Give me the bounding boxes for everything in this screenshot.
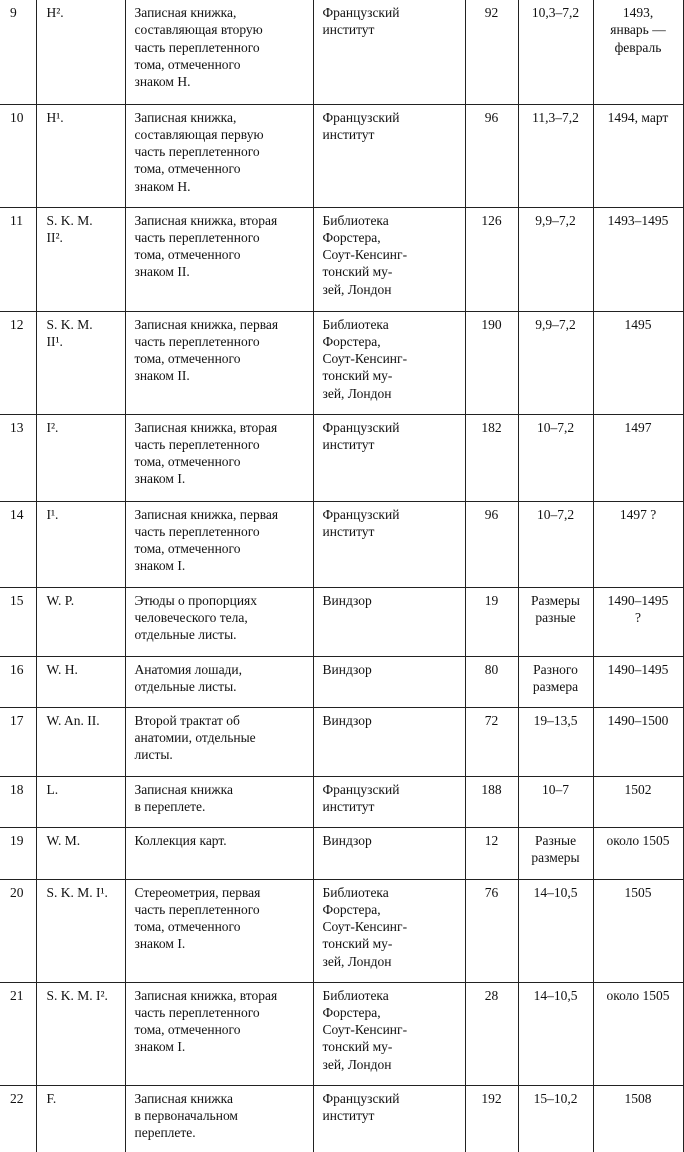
size-cell: 10–7 — [518, 776, 593, 827]
manuscript-code-cell: I². — [36, 414, 125, 501]
pages-cell: 76 — [465, 879, 518, 982]
table-row — [0, 707, 683, 776]
table-row — [0, 311, 683, 414]
manuscript-code-cell: H². — [36, 0, 125, 104]
size-cell: 10,3–7,2 — [518, 0, 593, 104]
description-cell: Записная книжка, вторая часть переплетенного тома, отмеченного знаком I. — [125, 414, 313, 501]
description-cell: Стереометрия, первая часть переплетенного тома, отмеченного знаком I. — [125, 879, 313, 982]
table-row — [0, 104, 683, 207]
location-cell: Виндзор — [313, 587, 465, 656]
table-row — [0, 501, 683, 587]
size-cell: Разного размера — [518, 656, 593, 707]
description-cell: Записная книжка, первая часть переплетенного тома, отмеченного знаком II. — [125, 311, 313, 414]
size-cell: Разные размеры — [518, 827, 593, 879]
manuscript-code-cell: W. H. — [36, 656, 125, 707]
pages-cell: 96 — [465, 104, 518, 207]
table-row — [0, 982, 683, 1085]
description-cell: Записная книжка, составляющая вторую часть переплетенного тома, отмеченного знаком H. — [125, 0, 313, 104]
date-cell: 1495 — [593, 311, 683, 414]
location-cell: Виндзор — [313, 707, 465, 776]
pages-cell: 72 — [465, 707, 518, 776]
row-number-cell: 9 — [0, 0, 36, 104]
date-cell: 1493–1495 — [593, 207, 683, 311]
table-row — [0, 656, 683, 707]
manuscript-code-cell: S. K. M. II¹. — [36, 311, 125, 414]
date-cell: 1508 — [593, 1085, 683, 1152]
date-cell: 1494, март — [593, 104, 683, 207]
manuscript-code-cell: W. P. — [36, 587, 125, 656]
location-cell: Французский институт — [313, 501, 465, 587]
pages-cell: 19 — [465, 587, 518, 656]
date-cell: 1502 — [593, 776, 683, 827]
location-cell: Французский институт — [313, 1085, 465, 1152]
manuscript-code-cell: L. — [36, 776, 125, 827]
description-cell: Записная книжка, составляющая первую часть переплетенного тома, отмеченного знаком H. — [125, 104, 313, 207]
description-cell: Записная книжка, первая часть переплетенного тома, отмеченного знаком I. — [125, 501, 313, 587]
description-cell: Этюды о пропорциях человеческого тела, отдельные листы. — [125, 587, 313, 656]
description-cell: Записная книжка в переплете. — [125, 776, 313, 827]
table-row — [0, 879, 683, 982]
row-number-cell: 14 — [0, 501, 36, 587]
manuscript-code-cell: S. K. M. I². — [36, 982, 125, 1085]
pages-cell: 96 — [465, 501, 518, 587]
manuscript-code-cell: S. K. M. II². — [36, 207, 125, 311]
table-row — [0, 0, 683, 104]
location-cell: Библиотека Форстера, Соут-Кенсинг- тонский му- зей, Лондон — [313, 879, 465, 982]
size-cell: 15–10,2 — [518, 1085, 593, 1152]
manuscript-code-cell: W. M. — [36, 827, 125, 879]
location-cell: Французский институт — [313, 0, 465, 104]
location-cell: Библиотека Форстера, Соут-Кенсинг- тонский му- зей, Лондон — [313, 982, 465, 1085]
table-row — [0, 414, 683, 501]
description-cell: Анатомия лошади, отдельные листы. — [125, 656, 313, 707]
date-cell: 1493, январь — февраль — [593, 0, 683, 104]
location-cell: Библиотека Форстера, Соут-Кенсинг- тонский му- зей, Лондон — [313, 311, 465, 414]
manuscript-code-cell: W. An. II. — [36, 707, 125, 776]
size-cell: 9,9–7,2 — [518, 311, 593, 414]
location-cell: Библиотека Форстера, Соут-Кенсинг- тонский му- зей, Лондон — [313, 207, 465, 311]
pages-cell: 28 — [465, 982, 518, 1085]
table-row — [0, 776, 683, 827]
manuscript-code-cell: F. — [36, 1085, 125, 1152]
row-number-cell: 21 — [0, 982, 36, 1085]
row-number-cell: 20 — [0, 879, 36, 982]
row-number-cell: 13 — [0, 414, 36, 501]
pages-cell: 190 — [465, 311, 518, 414]
row-number-cell: 10 — [0, 104, 36, 207]
size-cell: 11,3–7,2 — [518, 104, 593, 207]
description-cell: Записная книжка в первоначальном переплете. — [125, 1085, 313, 1152]
size-cell: 14–10,5 — [518, 982, 593, 1085]
pages-cell: 188 — [465, 776, 518, 827]
pages-cell: 182 — [465, 414, 518, 501]
size-cell: 19–13,5 — [518, 707, 593, 776]
date-cell: 1497 ? — [593, 501, 683, 587]
location-cell: Французский институт — [313, 414, 465, 501]
location-cell: Виндзор — [313, 656, 465, 707]
table-row — [0, 827, 683, 879]
row-number-cell: 12 — [0, 311, 36, 414]
row-number-cell: 16 — [0, 656, 36, 707]
size-cell: Размеры разные — [518, 587, 593, 656]
date-cell: около 1505 — [593, 982, 683, 1085]
size-cell: 10–7,2 — [518, 501, 593, 587]
date-cell: 1497 — [593, 414, 683, 501]
size-cell: 10–7,2 — [518, 414, 593, 501]
date-cell: 1490–1500 — [593, 707, 683, 776]
description-cell: Записная книжка, вторая часть переплетенного тома, отмеченного знаком II. — [125, 207, 313, 311]
manuscript-code-cell: I¹. — [36, 501, 125, 587]
pages-cell: 92 — [465, 0, 518, 104]
row-number-cell: 19 — [0, 827, 36, 879]
manuscript-code-cell: H¹. — [36, 104, 125, 207]
description-cell: Второй трактат об анатомии, отдельные листы. — [125, 707, 313, 776]
pages-cell: 192 — [465, 1085, 518, 1152]
row-number-cell: 18 — [0, 776, 36, 827]
pages-cell: 80 — [465, 656, 518, 707]
row-number-cell: 15 — [0, 587, 36, 656]
size-cell: 9,9–7,2 — [518, 207, 593, 311]
row-number-cell: 17 — [0, 707, 36, 776]
row-number-cell: 11 — [0, 207, 36, 311]
table-row — [0, 207, 683, 311]
pages-cell: 126 — [465, 207, 518, 311]
date-cell: 1490–1495 ? — [593, 587, 683, 656]
date-cell: около 1505 — [593, 827, 683, 879]
description-cell: Записная книжка, вторая часть переплетенного тома, отмеченного знаком I. — [125, 982, 313, 1085]
table-row — [0, 587, 683, 656]
location-cell: Французский институт — [313, 104, 465, 207]
size-cell: 14–10,5 — [518, 879, 593, 982]
location-cell: Французский институт — [313, 776, 465, 827]
description-cell: Коллекция карт. — [125, 827, 313, 879]
location-cell: Виндзор — [313, 827, 465, 879]
pages-cell: 12 — [465, 827, 518, 879]
manuscript-code-cell: S. K. M. I¹. — [36, 879, 125, 982]
table-row — [0, 1085, 683, 1152]
row-number-cell: 22 — [0, 1085, 36, 1152]
date-cell: 1490–1495 — [593, 656, 683, 707]
date-cell: 1505 — [593, 879, 683, 982]
